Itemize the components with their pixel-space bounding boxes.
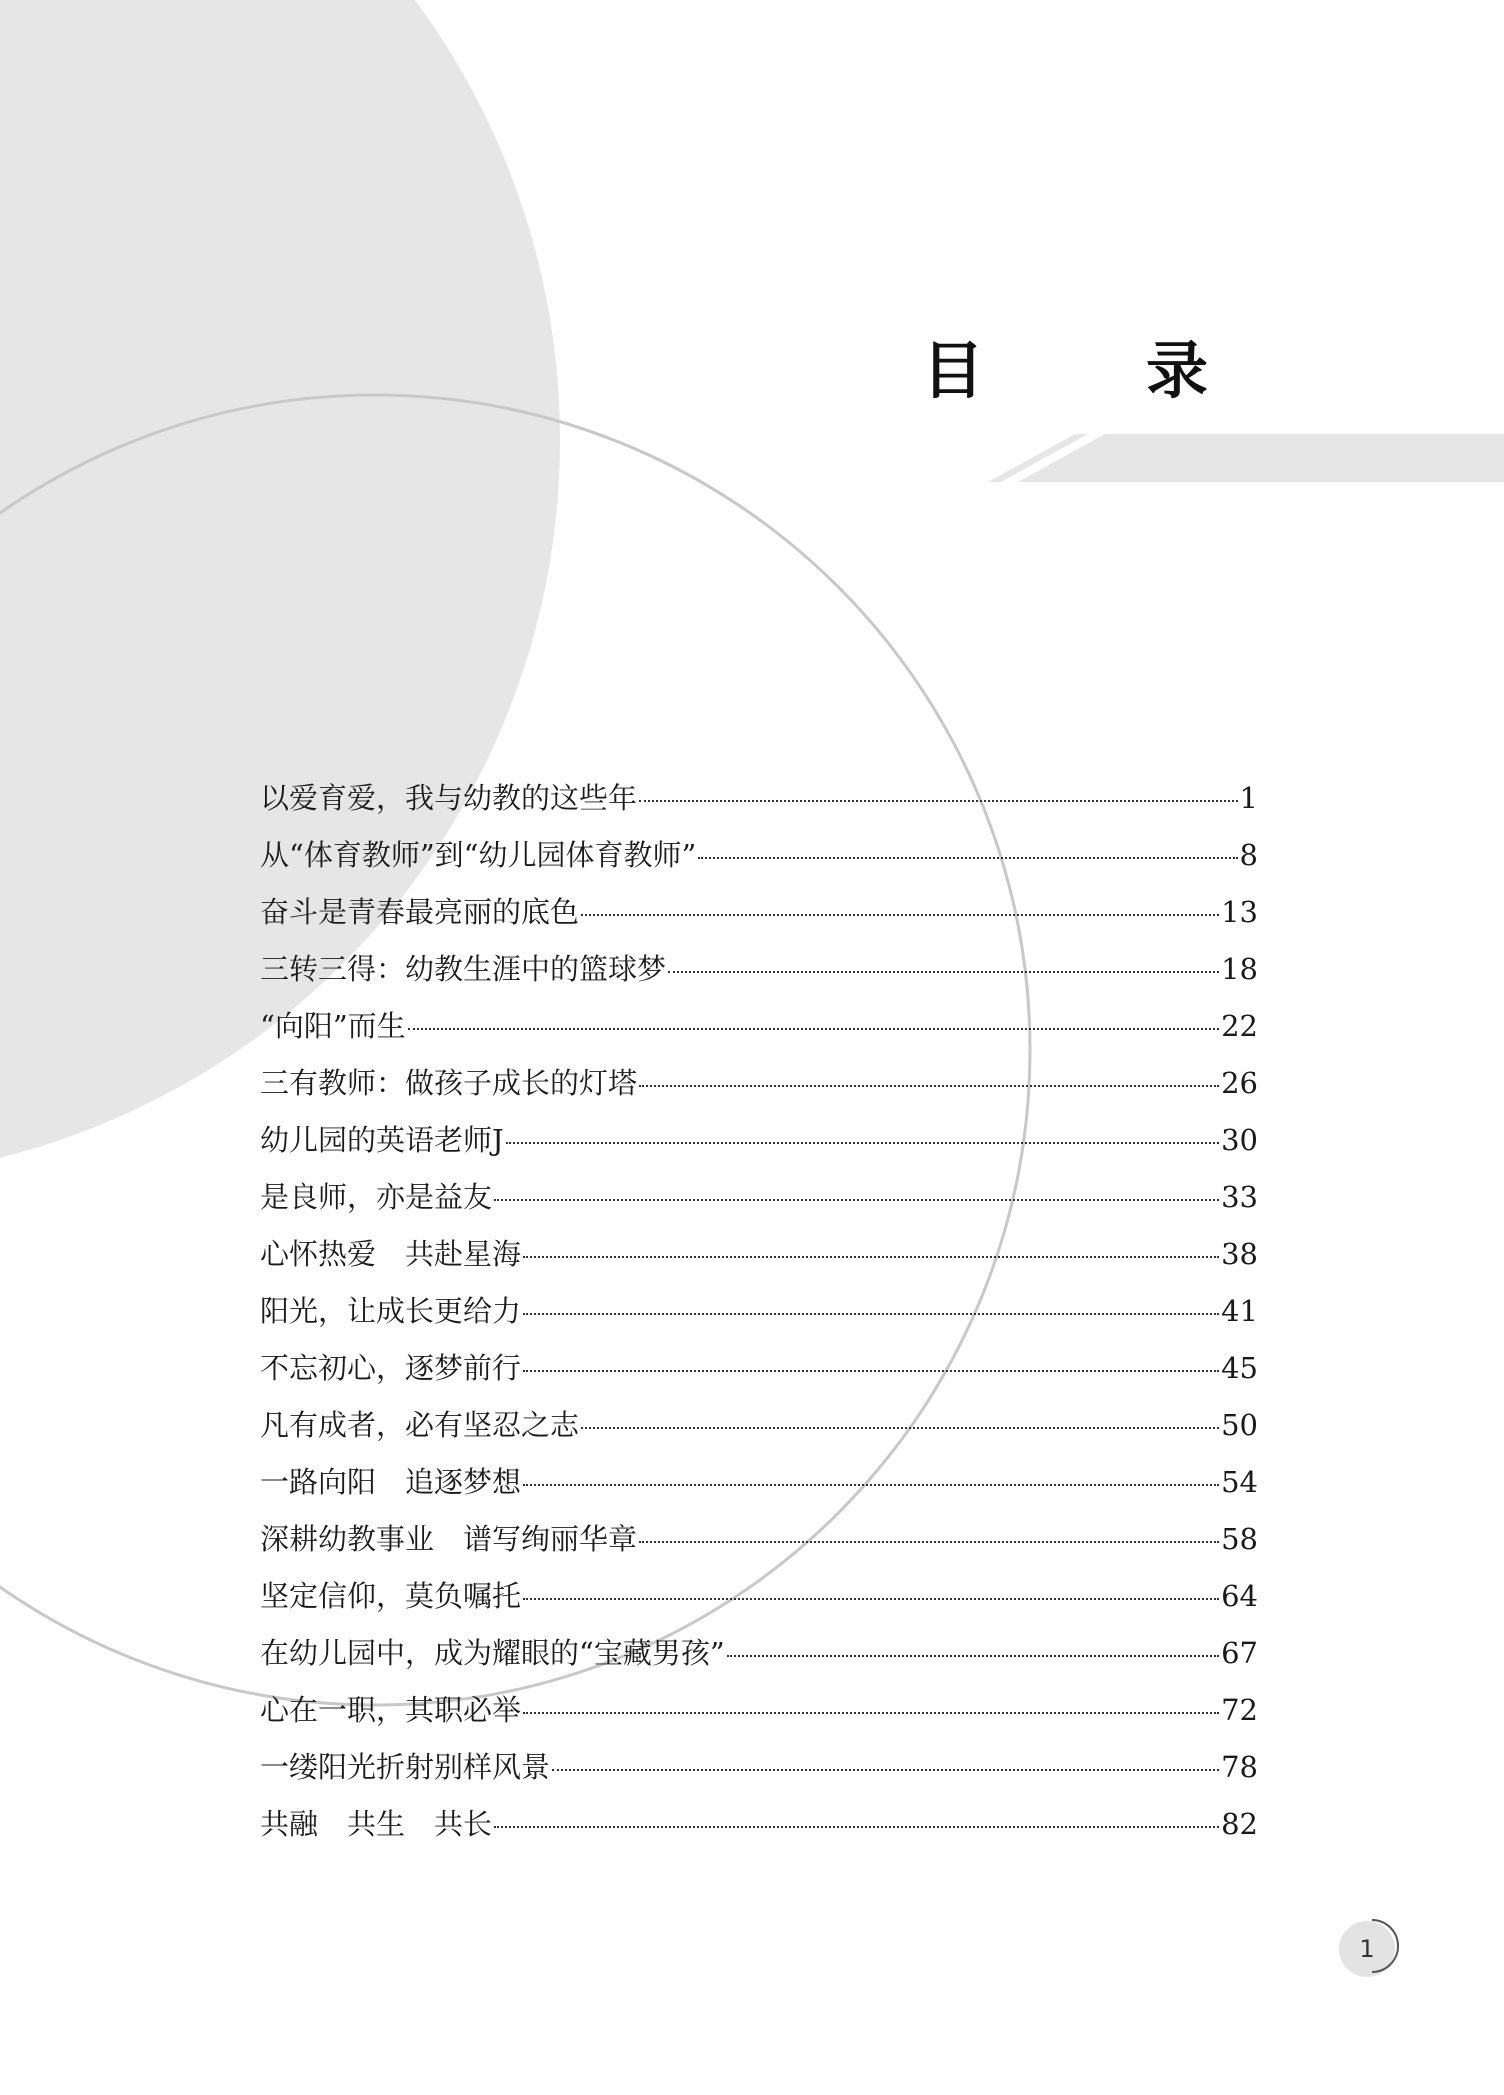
toc-entry-page: 82 — [1221, 1807, 1258, 1841]
toc-entry-title: 在幼儿园中，成为耀眼的“宝藏男孩” — [260, 1636, 725, 1670]
table-of-contents — [260, 770, 1258, 1853]
toc-entry-page: 33 — [1221, 1180, 1258, 1214]
toc-entry-page: 8 — [1239, 838, 1258, 872]
toc-entry-page: 38 — [1221, 1237, 1258, 1271]
toc-entry[interactable] — [260, 1568, 1258, 1625]
toc-entry-page: 67 — [1221, 1636, 1258, 1670]
toc-entry-page: 1 — [1239, 781, 1258, 815]
page-title: 目 录 — [921, 334, 1258, 407]
toc-entry[interactable] — [260, 998, 1258, 1055]
toc-dot-leader — [523, 1313, 1219, 1315]
toc-entry-page: 26 — [1221, 1066, 1258, 1100]
toc-entry-page: 78 — [1221, 1750, 1258, 1784]
toc-dot-leader — [523, 1484, 1219, 1486]
toc-entry-page: 45 — [1221, 1351, 1258, 1385]
toc-entry-title: 心在一职，其职必举 — [260, 1693, 522, 1727]
toc-entry[interactable] — [260, 1511, 1258, 1568]
toc-entry[interactable] — [260, 827, 1258, 884]
toc-dot-leader — [408, 1028, 1219, 1030]
toc-entry[interactable] — [260, 1169, 1258, 1226]
toc-entry-title: “向阳”而生 — [260, 1009, 406, 1043]
toc-entry-title: 凡有成者，必有坚忍之志 — [260, 1408, 580, 1442]
toc-dot-leader — [639, 1085, 1219, 1087]
toc-entry-page: 54 — [1221, 1465, 1258, 1499]
toc-entry-page: 58 — [1221, 1522, 1258, 1556]
toc-entry-page: 41 — [1221, 1294, 1258, 1328]
toc-entry[interactable] — [260, 1454, 1258, 1511]
toc-entry-title: 不忘初心，逐梦前行 — [260, 1351, 522, 1385]
toc-entry-title: 三转三得：幼教生涯中的篮球梦 — [260, 952, 667, 986]
toc-entry-title: 从“体育教师”到“幼儿园体育教师” — [260, 838, 697, 872]
toc-entry[interactable] — [260, 884, 1258, 941]
toc-entry-page: 18 — [1221, 952, 1258, 986]
toc-entry[interactable] — [260, 770, 1258, 827]
toc-dot-leader — [668, 971, 1219, 973]
toc-entry[interactable] — [260, 1682, 1258, 1739]
toc-dot-leader — [494, 1826, 1219, 1828]
page-number: 1 — [1339, 1921, 1395, 1977]
toc-dot-leader — [581, 914, 1219, 916]
toc-entry[interactable] — [260, 1283, 1258, 1340]
toc-entry-page: 22 — [1221, 1009, 1258, 1043]
toc-entry-title: 奋斗是青春最亮丽的底色 — [260, 895, 580, 929]
toc-dot-leader — [506, 1142, 1219, 1144]
toc-entry[interactable] — [260, 1625, 1258, 1682]
toc-dot-leader — [523, 1370, 1219, 1372]
toc-entry-title: 深耕幼教事业 谱写绚丽华章 — [260, 1522, 638, 1556]
toc-dot-leader — [639, 1541, 1219, 1543]
toc-entry-title: 坚定信仰，莫负嘱托 — [260, 1579, 522, 1613]
toc-entry-title: 幼儿园的英语老师J — [260, 1123, 504, 1157]
toc-dot-leader — [698, 857, 1237, 859]
toc-entry[interactable] — [260, 1796, 1258, 1853]
toc-entry-title: 以爱育爱，我与幼教的这些年 — [260, 781, 638, 815]
toc-dot-leader — [727, 1655, 1219, 1657]
toc-entry-title: 一缕阳光折射别样风景 — [260, 1750, 551, 1784]
toc-entry-page: 64 — [1221, 1579, 1258, 1613]
toc-entry-page: 13 — [1221, 895, 1258, 929]
toc-entry-page: 30 — [1221, 1123, 1258, 1157]
toc-entry-page: 50 — [1221, 1408, 1258, 1442]
toc-entry-title: 心怀热爱 共赴星海 — [260, 1237, 522, 1271]
toc-entry-title: 阳光，让成长更给力 — [260, 1294, 522, 1328]
toc-entry[interactable] — [260, 1340, 1258, 1397]
toc-dot-leader — [523, 1712, 1219, 1714]
toc-entry-title: 共融 共生 共长 — [260, 1807, 493, 1841]
toc-entry-title: 一路向阳 追逐梦想 — [260, 1465, 522, 1499]
toc-dot-leader — [494, 1199, 1219, 1201]
toc-entry[interactable] — [260, 1112, 1258, 1169]
toc-entry-page: 72 — [1221, 1693, 1258, 1727]
toc-entry-title: 是良师，亦是益友 — [260, 1180, 493, 1214]
toc-dot-leader — [581, 1427, 1219, 1429]
toc-entry[interactable] — [260, 1226, 1258, 1283]
toc-dot-leader — [523, 1256, 1219, 1258]
title-band — [1018, 434, 1504, 482]
toc-dot-leader — [639, 800, 1238, 802]
toc-entry[interactable] — [260, 1055, 1258, 1112]
toc-dot-leader — [552, 1769, 1219, 1771]
toc-entry[interactable] — [260, 1739, 1258, 1796]
toc-entry[interactable] — [260, 941, 1258, 998]
toc-entry-title: 三有教师：做孩子成长的灯塔 — [260, 1066, 638, 1100]
toc-entry[interactable] — [260, 1397, 1258, 1454]
toc-dot-leader — [523, 1598, 1219, 1600]
